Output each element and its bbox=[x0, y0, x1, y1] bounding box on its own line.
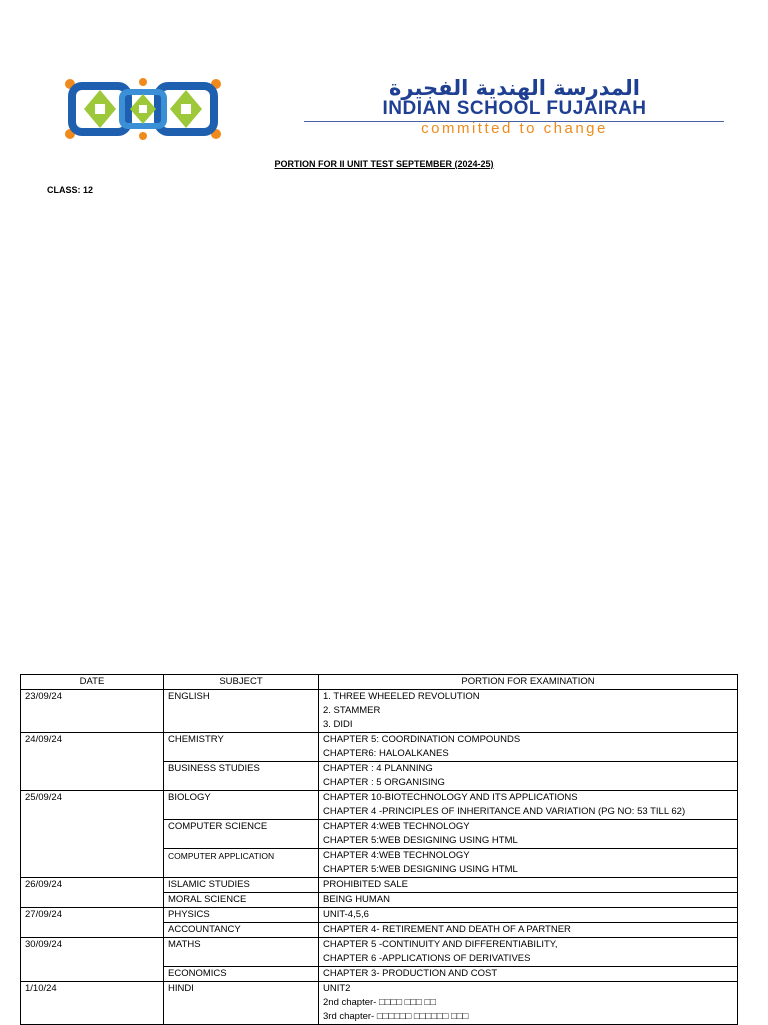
subject-cell: MORAL SCIENCE bbox=[164, 893, 319, 908]
school-header-banner bbox=[40, 74, 704, 144]
class-label: CLASS: 12 bbox=[47, 185, 94, 195]
portion-line: CHAPTER 10-BIOTECHNOLOGY AND ITS APPLICATIONS bbox=[323, 792, 578, 803]
document-title: PORTION FOR II UNIT TEST SEPTEMBER (2024-25) bbox=[274, 159, 494, 169]
date-cell: 23/09/24 bbox=[21, 690, 164, 733]
portion-line: CHAPTER 3- PRODUCTION AND COST bbox=[323, 968, 498, 979]
portion-cell bbox=[319, 878, 738, 893]
portion-line: CHAPTER 4:WEB TECHNOLOGY bbox=[323, 850, 470, 861]
table-row bbox=[21, 733, 738, 762]
subject-cell: CHEMISTRY bbox=[164, 733, 319, 762]
portion-line: CHAPTER 5 -CONTINUITY AND DIFFERENTIABILITY, bbox=[323, 939, 558, 950]
subject-cell: COMPUTER APPLICATION bbox=[164, 849, 319, 878]
portion-cell bbox=[319, 820, 738, 849]
portion-line: PROHIBITED SALE bbox=[323, 879, 408, 890]
portion-line: 3rd chapter- □□□□□□ □□□□□□ □□□ bbox=[323, 1011, 469, 1022]
subject-cell: COMPUTER SCIENCE bbox=[164, 820, 319, 849]
date-cell: 24/09/24 bbox=[21, 733, 164, 791]
portion-line: CHAPTER6: HALOALKANES bbox=[323, 748, 449, 759]
portion-line: CHAPTER : 5 ORGANISING bbox=[323, 777, 445, 788]
table-row bbox=[21, 982, 738, 1025]
table-row bbox=[21, 690, 738, 733]
portion-line: CHAPTER 4- RETIREMENT AND DEATH OF A PARTNER bbox=[323, 924, 571, 935]
header-date: DATE bbox=[21, 675, 164, 690]
interlocking-squares-logo-icon bbox=[62, 78, 224, 140]
school-name-arabic: المدرسة الهندية الفجيرة bbox=[388, 76, 641, 100]
table-row bbox=[21, 878, 738, 893]
portion-line: 2nd chapter- □□□□ □□□ □□ bbox=[323, 997, 436, 1008]
subject-cell: HINDI bbox=[164, 982, 319, 1025]
portion-line: CHAPTER : 4 PLANNING bbox=[323, 763, 433, 774]
date-cell: 30/09/24 bbox=[21, 938, 164, 982]
portion-cell bbox=[319, 908, 738, 923]
portion-line: CHAPTER 5:WEB DESIGNING USING HTML bbox=[323, 864, 518, 875]
date-cell: 25/09/24 bbox=[21, 791, 164, 878]
header-subject: SUBJECT bbox=[164, 675, 319, 690]
subject-cell: ENGLISH bbox=[164, 690, 319, 733]
portion-line: CHAPTER 6 -APPLICATIONS OF DERIVATIVES bbox=[323, 953, 531, 964]
portion-cell bbox=[319, 733, 738, 762]
portion-line: CHAPTER 4:WEB TECHNOLOGY bbox=[323, 821, 470, 832]
portion-cell bbox=[319, 690, 738, 733]
subject-cell: BIOLOGY bbox=[164, 791, 319, 820]
portion-line: CHAPTER 5: COORDINATION COMPOUNDS bbox=[323, 734, 521, 745]
table-row bbox=[21, 791, 738, 820]
portion-cell bbox=[319, 923, 738, 938]
subject-cell: ISLAMIC STUDIES bbox=[164, 878, 319, 893]
portion-cell bbox=[319, 893, 738, 908]
portion-cell bbox=[319, 849, 738, 878]
subject-cell: ACCOUNTANCY bbox=[164, 923, 319, 938]
date-cell: 26/09/24 bbox=[21, 878, 164, 908]
portion-cell bbox=[319, 762, 738, 791]
header-portion: PORTION FOR EXAMINATION bbox=[319, 675, 738, 690]
portion-line: UNIT2 bbox=[323, 983, 351, 994]
table-row bbox=[21, 938, 738, 967]
date-cell: 27/09/24 bbox=[21, 908, 164, 938]
subject-cell: PHYSICS bbox=[164, 908, 319, 923]
subject-cell: MATHS bbox=[164, 938, 319, 967]
school-motto: committed to change bbox=[421, 120, 608, 137]
portion-cell bbox=[319, 967, 738, 982]
exam-schedule-table bbox=[20, 674, 738, 1025]
portion-cell bbox=[319, 791, 738, 820]
portion-line: 1. THREE WHEELED REVOLUTION bbox=[323, 691, 480, 702]
portion-line: 2. STAMMER bbox=[323, 705, 381, 716]
subject-cell: ECONOMICS bbox=[164, 967, 319, 982]
table-header-row bbox=[21, 675, 738, 690]
portion-cell bbox=[319, 938, 738, 967]
portion-line: 3. DIDI bbox=[323, 719, 353, 730]
portion-line: BEING HUMAN bbox=[323, 894, 391, 905]
subject-cell: BUSINESS STUDIES bbox=[164, 762, 319, 791]
portion-line: CHAPTER 5:WEB DESIGNING USING HTML bbox=[323, 835, 518, 846]
portion-cell bbox=[319, 982, 738, 1025]
portion-line: UNIT-4,5,6 bbox=[323, 909, 369, 920]
school-name: INDIAN SCHOOL FUJAIRAH bbox=[382, 98, 647, 119]
portion-line: CHAPTER 4 -PRINCIPLES OF INHERITANCE AND VARIATION (PG NO: 53 TILL 62) bbox=[323, 806, 686, 817]
date-cell: 1/10/24 bbox=[21, 982, 164, 1025]
table-row bbox=[21, 908, 738, 923]
